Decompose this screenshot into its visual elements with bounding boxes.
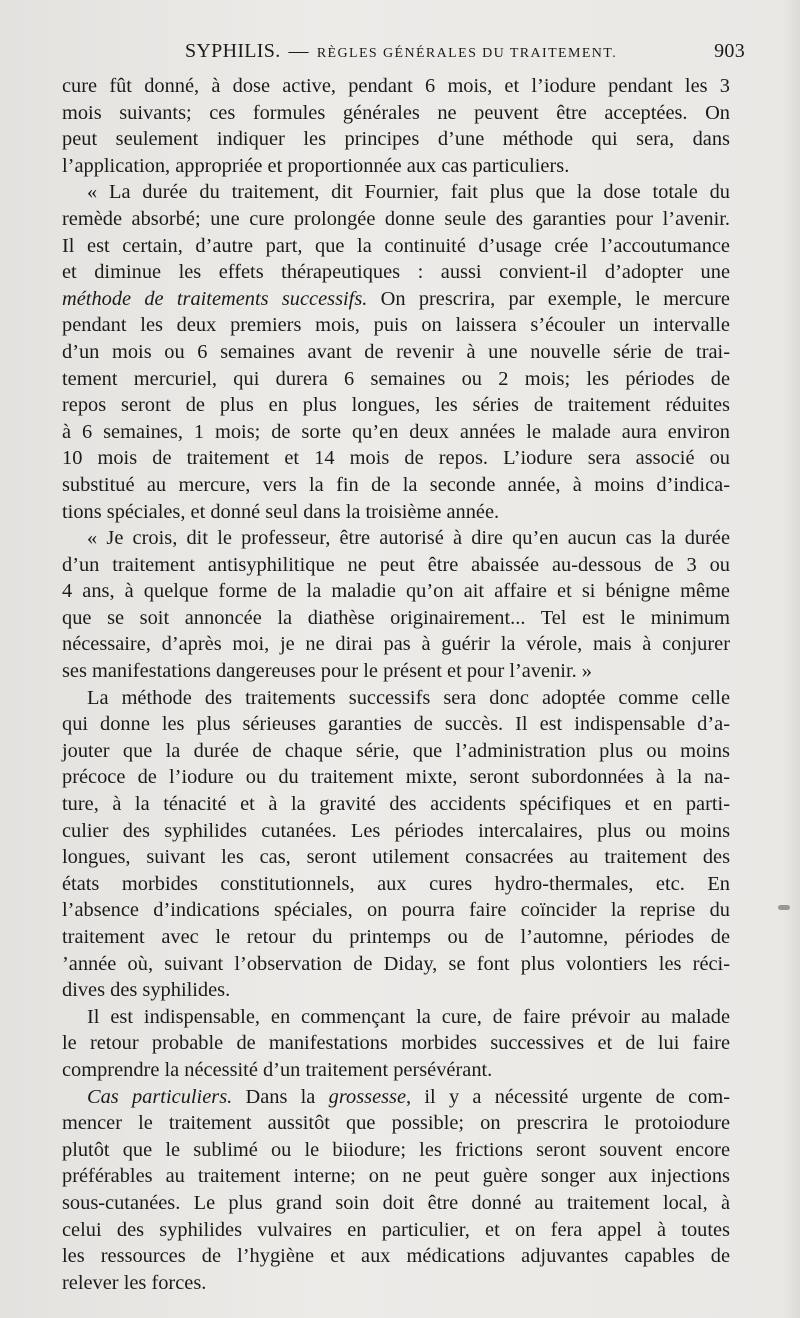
text-line: à 6 semaines, 1 mois; de sorte qu’en deux années le malade aura environ [62, 420, 730, 443]
text-line: ses manifestations dangereuses pour le présent et pour l’avenir. » [62, 660, 592, 683]
running-title [185, 40, 617, 63]
text-line: La méthode des traitements successifs sera donc adoptée comme celle [87, 686, 730, 709]
text-line: ture, à la ténacité et à la gravité des accidents spécifiques et en parti- [62, 793, 730, 816]
text-line: pendant les deux premiers mois, puis on laissera s’écouler un intervalle [62, 314, 730, 337]
text-line: nécessaire, d’après moi, je ne dirai pas à guérir la vérole, mais à conjurer [62, 633, 730, 656]
running-header [185, 40, 745, 68]
text-line: comprendre la nécessité d’un traitement persévérant. [62, 1058, 493, 1081]
running-title-dash: — [288, 40, 309, 62]
text-line: dives des syphilides. [62, 979, 231, 1002]
text-line: jouter que la durée de chaque série, que l’administration plus ou moins [62, 739, 730, 762]
text-line: ’année où, suivant l’observation de Diday, se font plus volontiers les réci- [62, 952, 730, 975]
page-number: 903 [714, 40, 745, 62]
paragraph [62, 73, 730, 179]
text-line: relever les forces. [62, 1271, 207, 1294]
text-line: méthode de traitements successifs. On prescrira, par exemple, le mercure [62, 287, 730, 310]
text-line: cure fût donné, à dose active, pendant 6 mois, et l’iodure pendant les 3 [62, 75, 730, 97]
body-text [62, 73, 730, 1296]
text-line: et diminue les effets thérapeutiques : aussi convient-il d’adopter une [62, 261, 730, 284]
text-line: d’un traitement antisyphilitique ne peut être abaissée au-dessous de 3 ou [62, 553, 730, 576]
text-line: Il est certain, d’autre part, que la continuité d’usage crée l’accoutumance [62, 234, 730, 257]
text-line: que se soit annoncée la diathèse originairement... Tel est le minimum [62, 606, 730, 629]
text-line: états morbides constitutionnels, aux cures hydro-thermales, etc. En [62, 872, 730, 895]
text-line: l’application, appropriée et proportionnée aux cas particuliers. [62, 154, 570, 177]
text-line: Cas particuliers. Dans la grossesse, il y a nécessité urgente de com- [87, 1085, 730, 1108]
paragraph [62, 1004, 730, 1084]
text-line: tement mercuriel, qui durera 6 semaines ou 2 mois; les périodes de [62, 367, 730, 390]
text-line: 10 mois de traitement et 14 mois de repos. L’iodure sera associé ou [62, 447, 730, 470]
paragraph [62, 1084, 730, 1297]
paragraph [62, 525, 730, 685]
text-line: mois suivants; ces formules générales ne peuvent être acceptées. On [62, 101, 730, 124]
text-line: plutôt que le sublimé ou le biiodure; les frictions seront souvent encore [62, 1138, 730, 1161]
text-line: repos seront de plus en plus longues, les séries de traitement réduites [62, 394, 730, 417]
text-line: traitement avec le retour du printemps ou de l’automne, périodes de [62, 926, 730, 948]
text-line: 4 ans, à quelque forme de la maladie qu’on ait affaire et si bénigne même [62, 580, 730, 603]
text-line: le retour probable de manifestations morbides successives et de lui faire [62, 1032, 730, 1055]
text-line: longues, suivant les cas, seront utilement consacrées au traitement des [62, 846, 730, 869]
text-line: préférables au traitement interne; on ne peut guère songer aux injections [62, 1165, 730, 1188]
text-line: tions spéciales, et donné seul dans la troisième année. [62, 500, 500, 523]
text-line: « Je crois, dit le professeur, être autorisé à dire qu’en aucun cas la durée [87, 527, 730, 550]
text-line: culier des syphilides cutanées. Les périodes intercalaires, plus ou moins [62, 819, 730, 842]
text-line: celui des syphilides vulvaires en particulier, et on fera appel à toutes [62, 1218, 730, 1241]
text-line: « La durée du traitement, dit Fournier, fait plus que la dose totale du [87, 181, 730, 204]
text-line: sous-cutanées. Le plus grand soin doit être donné au traitement local, à [62, 1191, 730, 1214]
text-line: remède absorbé; une cure prolongée donne seule des garanties pour l’avenir. [62, 207, 730, 230]
page-edge-shadow [782, 0, 800, 1318]
text-line: d’un mois ou 6 semaines avant de revenir à une nouvelle série de trai- [62, 340, 730, 363]
text-line: peut seulement indiquer les principes d’une méthode qui sera, dans [62, 128, 730, 151]
text-line: substitué au mercure, vers la fin de la seconde année, à moins d’indica- [62, 473, 730, 496]
text-line: qui donne les plus sérieuses garanties de succès. Il est indispensable d’a- [62, 713, 730, 736]
text-line: l’absence d’indications spéciales, on pourra faire coïncider la reprise du [62, 899, 730, 922]
text-line: les ressources de l’hygiène et aux médications adjuvantes capables de [62, 1245, 730, 1268]
paragraph [62, 685, 730, 1004]
text-line: mencer le traitement aussitôt que possible; on prescrira le protoiodure [62, 1112, 730, 1135]
margin-mark [778, 905, 790, 910]
running-title-sub: RÈGLES GÉNÉRALES DU TRAITEMENT. [316, 46, 618, 61]
text-line: Il est indispensable, en commençant la cure, de faire prévoir au malade [87, 1005, 730, 1028]
text-line: précoce de l’iodure ou du traitement mixte, seront subordonnées à la na- [62, 766, 730, 789]
running-title-main: SYPHILIS. [185, 40, 281, 62]
paragraph [62, 179, 730, 525]
